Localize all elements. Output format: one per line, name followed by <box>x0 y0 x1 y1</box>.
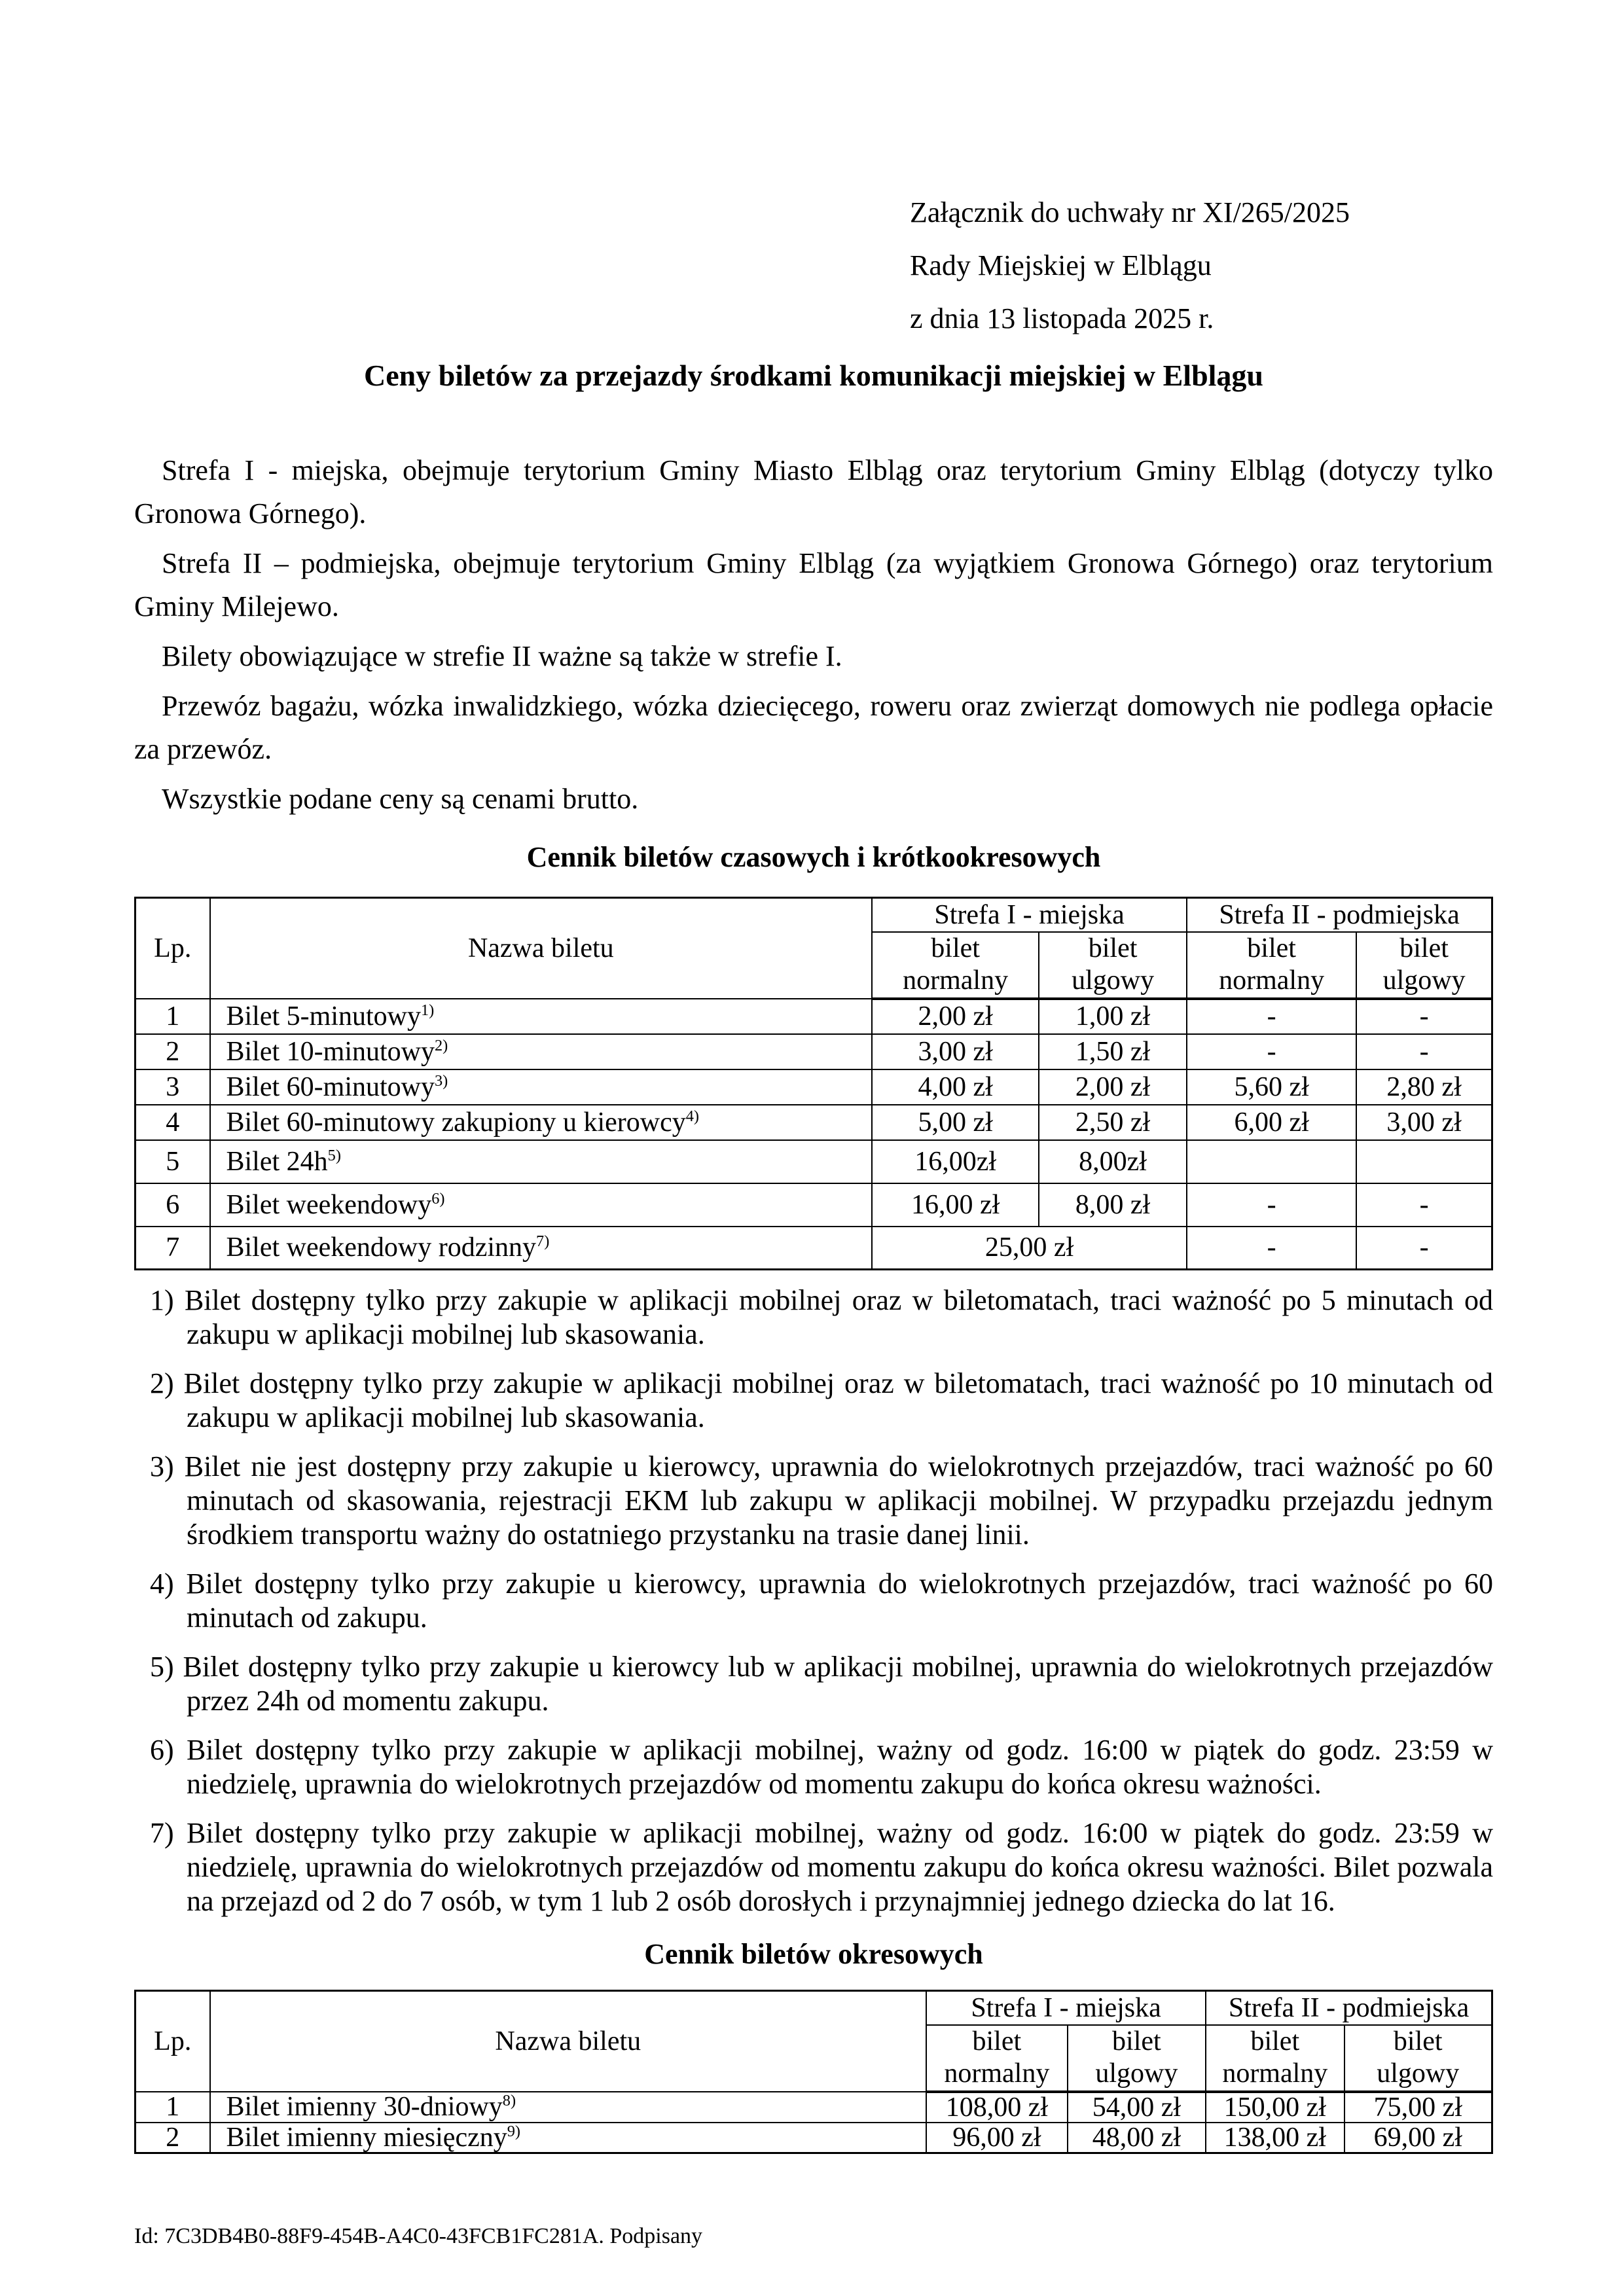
col-header-normal-z1: bilet normalny <box>926 2025 1068 2092</box>
intro-paragraph-validity: Bilety obowiązujące w strefie II ważne są także w strefie I. <box>162 640 842 672</box>
col-header-name: Nazwa biletu <box>210 1991 927 2092</box>
price-cell: 16,00 zł <box>872 1183 1039 1227</box>
price-cell: 4,00 zł <box>872 1069 1039 1105</box>
lp-cell: 2 <box>135 2123 210 2153</box>
table-time-tickets <box>134 897 1493 1270</box>
footnote-item <box>134 1450 1493 1552</box>
table-period-tickets <box>134 1990 1493 2154</box>
lp-cell: 2 <box>135 1034 210 1069</box>
page-title: Ceny biletów za przejazdy środkami komunikacji miejskiej w Elblągu <box>363 359 1264 392</box>
price-cell: 69,00 zł <box>1344 2123 1492 2153</box>
attachment-block <box>910 190 1493 342</box>
table-row <box>135 999 1492 1034</box>
ticket-name-cell: Bilet $24h^{5)}$ <box>210 1140 873 1183</box>
col-header-zone1: Strefa I - miejska <box>872 898 1187 932</box>
ticket-name-cell: Bilet imienny miesięczny$^{9)}$ <box>210 2123 927 2153</box>
price-cell: 3,00 zł <box>1356 1105 1492 1140</box>
price-cell: 108,00 zł <box>926 2092 1068 2123</box>
footnote-item <box>134 1650 1493 1718</box>
ticket-name-cell: Bilet weekendowy rodzinny$^{7)}$ <box>210 1227 873 1270</box>
price-cell: - <box>1187 1034 1356 1069</box>
footnote-ref: 5) <box>327 1146 341 1164</box>
document-id-footer: Id: 7C3DB4B0-88F9-454B-A4C0-43FCB1FC281A. Podpisany <box>134 2224 703 2248</box>
price-cell: 5,60 zł <box>1187 1069 1356 1105</box>
table-row <box>135 1140 1492 1183</box>
footnote-text: Bilet dostępny tylko przy zakupie u kierowcy, uprawnia do wielokrotnych przejazdów, traci ważność po 60 minutach od zakupu. <box>186 1568 1494 1634</box>
price-cell: 3,00 zł <box>872 1034 1039 1069</box>
price-cell: 54,00 zł <box>1068 2092 1206 2123</box>
price-cell: - <box>1187 1183 1356 1227</box>
price-cell: 1,50 zł <box>1039 1034 1187 1069</box>
lp-cell: 1 <box>135 999 210 1034</box>
table-row <box>135 1227 1492 1270</box>
lp-cell: 7 <box>135 1227 210 1270</box>
footnote-ref: 9) <box>507 2122 521 2140</box>
lp-cell: 5 <box>135 1140 210 1183</box>
price-cell: 8,00 zł <box>1039 1183 1187 1227</box>
price-cell: - <box>1356 1183 1492 1227</box>
price-cell: - <box>1356 1034 1492 1069</box>
price-cell: - <box>1187 1227 1356 1270</box>
footnote-ref: 1) <box>421 1001 435 1019</box>
intro-paragraph-zone2: Strefa II – podmiejska, obejmuje terytorium Gminy Elbląg (za wyjątkiem Gronowa Górnego) oraz terytorium Gminy Milejewo. <box>134 547 1493 622</box>
footnote-text: Bilet dostępny tylko przy zakupie u kierowcy lub w aplikacji mobilnej, uprawnia do wielokrotnych przejazdów przez 24h od momentu zakupu. <box>183 1651 1494 1717</box>
price-cell: - <box>1356 1227 1492 1270</box>
price-cell: 5,00 zł <box>872 1105 1039 1140</box>
footnote-ref: 2) <box>435 1036 448 1054</box>
col-header-zone2: Strefa II - podmiejska <box>1206 1991 1492 2025</box>
footnote-marker: 2) <box>150 1367 174 1399</box>
price-cell: 2,80 zł <box>1356 1069 1492 1105</box>
col-header-reduced-z1: bilet ulgowy <box>1068 2025 1206 2092</box>
price-cell: 2,50 zł <box>1039 1105 1187 1140</box>
footnote-item <box>134 1567 1493 1635</box>
col-header-normal-z2: bilet normalny <box>1187 932 1356 999</box>
attachment-line: z dnia 13 listopada 2025 r. <box>910 302 1214 334</box>
intro-paragraph-zone1: Strefa I - miejska, obejmuje terytorium Gminy Miasto Elbląg oraz terytorium Gminy Elbląg (dotyczy tylko Gronowa Górnego). <box>134 454 1493 529</box>
footnote-marker: 3) <box>150 1450 174 1482</box>
footnote-text: Bilet nie jest dostępny przy zakupie u kierowcy, uprawnia do wielokrotnych przejazdów, traci ważność po 60 minutach od skasowania, rejestracji EKM lub zakupu w aplikacji mobilnej. W przypadku przejazdu jednym środkiem transportu ważny do ostatniego przystanku na trasie danej linii. <box>184 1450 1494 1551</box>
ticket-name-cell: Bilet 5-minutowy$^{1)}$ <box>210 999 873 1034</box>
intro-paragraph-luggage: Przewóz bagażu, wózka inwalidzkiego, wózka dziecięcego, roweru oraz zwierząt domowych nie podlega opłacie za przewóz. <box>134 690 1493 765</box>
price-cell: 150,00 zł <box>1206 2092 1344 2123</box>
price-cell: 8,00zł <box>1039 1140 1187 1183</box>
lp-cell: 1 <box>135 2092 210 2123</box>
col-header-normal-z2: bilet normalny <box>1206 2025 1344 2092</box>
footnote-marker: 4) <box>150 1568 174 1600</box>
col-header-normal-z1: bilet normalny <box>872 932 1039 999</box>
table-row <box>135 1105 1492 1140</box>
footnote-item <box>134 1733 1493 1801</box>
footnote-ref: 3) <box>435 1071 448 1090</box>
price-cell: 138,00 zł <box>1206 2123 1344 2153</box>
price-cell: 96,00 zł <box>926 2123 1068 2153</box>
footnote-item <box>134 1367 1493 1435</box>
price-cell: 1,00 zł <box>1039 999 1187 1034</box>
ticket-name-cell: Bilet 60-minutowy$^{3)}$ <box>210 1069 873 1105</box>
price-cell-merged: 25,00 zł <box>872 1227 1187 1270</box>
footnote-ref: 7) <box>536 1232 550 1251</box>
footnote-marker: 1) <box>150 1284 174 1316</box>
footnote-ref: 8) <box>502 2092 516 2109</box>
col-header-lp: Lp. <box>135 898 210 999</box>
ticket-name-cell: Bilet 60-minutowy zakupiony u kierowcy$^{4)}$ <box>210 1105 873 1140</box>
footnote-ref: 6) <box>431 1189 445 1208</box>
footnote-marker: 5) <box>150 1651 174 1683</box>
price-cell: 2,00 zł <box>1039 1069 1187 1105</box>
price-cell: 48,00 zł <box>1068 2123 1206 2153</box>
ticket-name-cell: Bilet weekendowy$^{6)}$ <box>210 1183 873 1227</box>
footnote-item <box>134 1283 1493 1352</box>
lp-cell: 4 <box>135 1105 210 1140</box>
section-title-period-tickets: Cennik biletów okresowych <box>644 1938 983 1970</box>
footnote-marker: 7) <box>150 1817 174 1849</box>
ticket-name-cell: Bilet imienny 30-dniowy$^{8)}$ <box>210 2092 927 2123</box>
price-cell: 6,00 zł <box>1187 1105 1356 1140</box>
section-title-time-tickets: Cennik biletów czasowych i krótkookresowych <box>526 841 1101 873</box>
footnote-list <box>134 1283 1493 1918</box>
footnote-ref: 4) <box>685 1107 700 1125</box>
footnote-text: Bilet dostępny tylko przy zakupie w aplikacji mobilnej oraz w biletomatach, traci ważność po 5 minutach od zakupu w aplikacji mobilnej lub skasowania. <box>184 1284 1494 1350</box>
ticket-name-cell: Bilet 10-minutowy$^{2)}$ <box>210 1034 873 1069</box>
price-cell: 75,00 zł <box>1344 2092 1492 2123</box>
col-header-lp: Lp. <box>135 1991 210 2092</box>
price-cell: - <box>1356 999 1492 1034</box>
price-cell: 16,00zł <box>872 1140 1039 1183</box>
price-cell <box>1356 1140 1492 1183</box>
table-row <box>135 1034 1492 1069</box>
table-row <box>135 1069 1492 1105</box>
footnote-item <box>134 1816 1493 1918</box>
attachment-line: Załącznik do uchwały nr XI/265/2025 <box>910 196 1350 228</box>
price-cell: 2,00 zł <box>872 999 1039 1034</box>
col-header-zone2: Strefa II - podmiejska <box>1187 898 1492 932</box>
col-header-zone1: Strefa I - miejska <box>926 1991 1206 2025</box>
price-cell <box>1187 1140 1356 1183</box>
footnote-text: Bilet dostępny tylko przy zakupie w aplikacji mobilnej, ważny od godz. 16:00 w piątek do godz. 23:59 w niedzielę, uprawnia do wielokrotnych przejazdów od momentu zakupu do końca okresu ważności. Bilet pozwala na przejazd od 2 do 7 osób, w tym 1 lub 2 osób dorosłych i przynajmniej jednego dziecka do lat 16. <box>186 1817 1494 1917</box>
price-cell: - <box>1187 999 1356 1034</box>
lp-cell: 6 <box>135 1183 210 1227</box>
table-row <box>135 1183 1492 1227</box>
lp-cell: 3 <box>135 1069 210 1105</box>
col-header-reduced-z2: bilet ulgowy <box>1344 2025 1492 2092</box>
col-header-reduced-z1: bilet ulgowy <box>1039 932 1187 999</box>
footnote-text: Bilet dostępny tylko przy zakupie w aplikacji mobilnej, ważny od godz. 16:00 w piątek do godz. 23:59 w niedzielę, uprawnia do wielokrotnych przejazdów od momentu zakupu do końca okresu ważności. <box>186 1734 1494 1800</box>
table-row <box>135 2123 1492 2153</box>
col-header-reduced-z2: bilet ulgowy <box>1356 932 1492 999</box>
col-header-name: Nazwa biletu <box>210 898 873 999</box>
intro-paragraph-gross-prices: Wszystkie podane ceny są cenami brutto. <box>162 783 639 815</box>
attachment-line: Rady Miejskiej w Elblągu <box>910 249 1212 281</box>
footnote-marker: 6) <box>150 1734 174 1766</box>
footnote-text: Bilet dostępny tylko przy zakupie w aplikacji mobilnej oraz w biletomatach, traci ważność po 10 minutach od zakupu w aplikacji mobilnej lub skasowania. <box>183 1367 1493 1433</box>
table-row <box>135 2092 1492 2123</box>
